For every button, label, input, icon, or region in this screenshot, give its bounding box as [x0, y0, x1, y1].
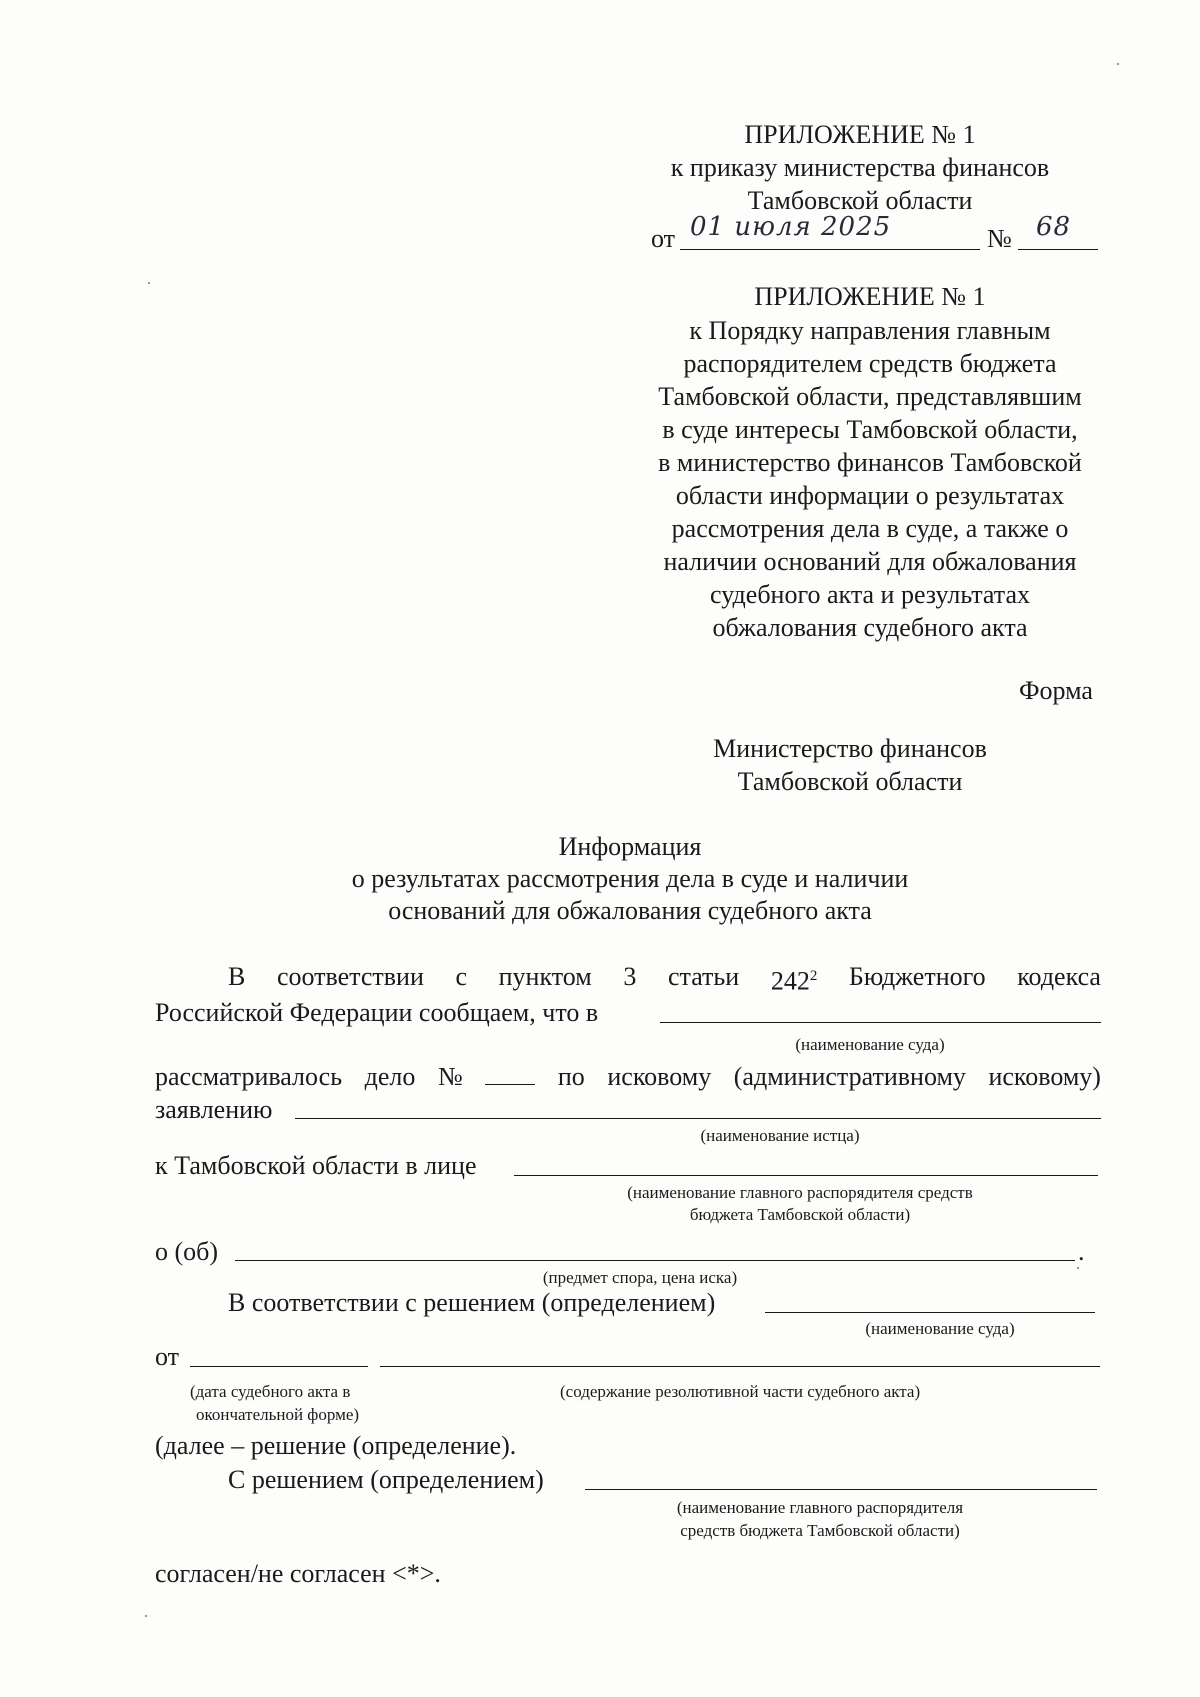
p2-line1 [155, 1061, 1101, 1092]
p2-word: исковому [607, 1062, 712, 1091]
hint-distributor2-1: (наименование главного распорядителя [676, 1498, 964, 1517]
court-name-line [660, 1022, 1101, 1023]
hint-plaintiff: (наименование истца) [700, 1126, 860, 1145]
procedure-line-7: рассмотрения дела в суде, а также о [671, 514, 1069, 543]
p2-word: рассматривалось [155, 1062, 343, 1091]
order-date-handwritten: 01 июля 2025 [690, 212, 892, 242]
p1-word: пунктом [498, 962, 592, 991]
act-date-line [190, 1366, 368, 1367]
p1-line2: Российской Федерации сообщаем, что в [155, 998, 599, 1027]
subject-line [235, 1260, 1075, 1261]
hint-distributor-1: (наименование главного распорядителя средств [627, 1183, 973, 1202]
order-number-label: № [987, 224, 1012, 253]
doc-title-line3: оснований для обжалования судебного акта [388, 896, 872, 925]
p4-prefix: о (об) [155, 1237, 219, 1266]
order-number-underline [1018, 249, 1098, 250]
hint-subject: (предмет спора, цена иска) [542, 1268, 738, 1287]
p6-prefix: от [155, 1342, 180, 1371]
distributor2-line [585, 1489, 1097, 1490]
hint-court: (наименование суда) [795, 1035, 945, 1054]
p9: согласен/не согласен <*>. [155, 1559, 441, 1588]
p5: В соответствии с решением (определением) [228, 1288, 716, 1317]
case-number-blank [485, 1062, 535, 1085]
scan-speck [1117, 63, 1119, 65]
p1-word: кодекса [1017, 962, 1101, 991]
distributor-line [514, 1175, 1098, 1176]
doc-title-line2: о результатах рассмотрения дела в суде и наличии [351, 864, 909, 893]
order-header-title: ПРИЛОЖЕНИЕ № 1 [744, 120, 976, 149]
hint-court2: (наименование суда) [865, 1319, 1015, 1338]
p2-line2: заявлению [155, 1095, 273, 1124]
doc-title [260, 831, 1000, 926]
p1-word: Бюджетного [848, 962, 986, 991]
p1-word: 3 [623, 962, 637, 991]
order-header [640, 119, 1080, 216]
p1-word: с [455, 962, 468, 991]
procedure-line-3: Тамбовской области, представлявшим [658, 382, 1082, 411]
plaintiff-line [295, 1118, 1101, 1119]
resolution-line [380, 1366, 1100, 1367]
addressee [660, 733, 1040, 797]
order-header-line1: к приказу министерства финансов [670, 153, 1050, 182]
p1-line1 [228, 961, 1101, 997]
hint-distributor-2: бюджета Тамбовской области) [689, 1205, 911, 1224]
p4-end: . [1078, 1237, 1085, 1266]
p2-word: № [437, 1062, 463, 1091]
hint-date-1: (дата судебного акта в [190, 1382, 351, 1401]
court2-line [765, 1312, 1095, 1313]
p8: С решением (определением) [228, 1465, 544, 1494]
procedure-line-6: области информации о результатах [675, 481, 1065, 510]
procedure-line-9: судебного акта и результатах [710, 580, 1030, 609]
hint-distributor2-2: средств бюджета Тамбовской области) [680, 1521, 960, 1540]
p1-article [771, 961, 818, 997]
article-number: 242 [770, 966, 810, 996]
procedure-line-2: распорядителем средств бюджета [683, 349, 1057, 378]
p2-word: (административному [733, 1062, 966, 1091]
hint-resolution: (содержание резолютивной части судебного акта) [560, 1382, 921, 1401]
procedure-header [630, 281, 1110, 643]
order-date-underline [680, 249, 980, 250]
scan-speck [1077, 1267, 1079, 1269]
addressee-line1: Министерство финансов [713, 734, 987, 763]
order-number-handwritten: 68 [1036, 212, 1072, 242]
p1-word: соответствии [276, 962, 424, 991]
order-from-label: от [651, 224, 676, 253]
p7: (далее – решение (определение). [155, 1431, 517, 1460]
p1-word: статьи [667, 962, 740, 991]
procedure-header-title: ПРИЛОЖЕНИЕ № 1 [754, 282, 986, 311]
addressee-line2: Тамбовской области [737, 767, 963, 796]
hint-date-2: окончательной форме) [196, 1405, 360, 1424]
procedure-line-5: в министерство финансов Тамбовской [658, 448, 1082, 477]
procedure-line-4: в суде интересы Тамбовской области, [662, 415, 1078, 444]
form-label: Форма [1019, 676, 1093, 705]
scan-speck [148, 282, 150, 284]
article-superscript: 2 [809, 968, 818, 984]
procedure-line-1: к Порядку направления главным [689, 316, 1051, 345]
procedure-line-10: обжалования судебного акта [712, 613, 1028, 642]
scan-speck [145, 1615, 147, 1617]
doc-title-line1: Информация [558, 832, 702, 861]
p2-word: по [557, 1062, 585, 1091]
procedure-line-8: наличии оснований для обжалования [663, 547, 1077, 576]
p2-word: дело [364, 1062, 416, 1091]
p3: к Тамбовской области в лице [155, 1151, 477, 1180]
p1-word: В [228, 962, 246, 991]
p2-word: исковому) [988, 1062, 1101, 1091]
order-header-line2: Тамбовской области [747, 186, 973, 215]
